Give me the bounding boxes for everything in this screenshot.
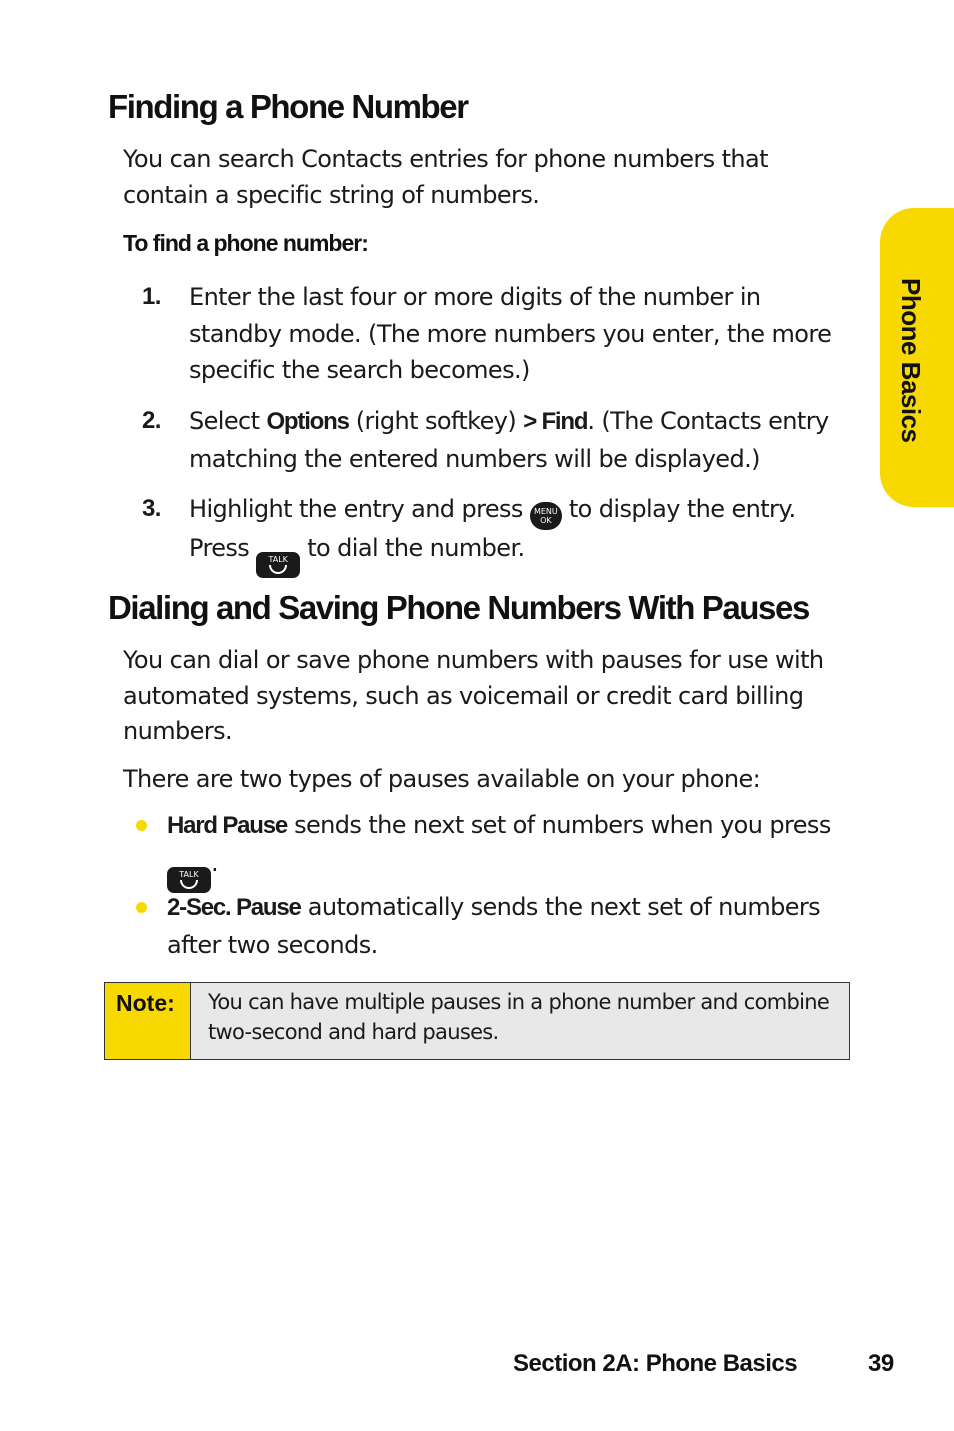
heading-finding-phone-number: Finding a Phone Number [108, 88, 468, 125]
procedure-subhead: To find a phone number: [123, 230, 368, 256]
footer-section-title: Section 2A: Phone Basics [513, 1350, 798, 1377]
step-text [189, 491, 857, 578]
section-side-tab [880, 208, 954, 507]
bullet-text-part: . [211, 848, 219, 877]
note-label: Note: [105, 983, 191, 1059]
intro-paragraph: You can search Contacts entries for phone numbers that contain a specific string of numbers. [123, 145, 768, 209]
talk-key-icon [256, 552, 300, 578]
heading-dialing-with-pauses: Dialing and Saving Phone Numbers With Pauses [108, 589, 809, 626]
bullet-2-sec-pause [134, 889, 854, 963]
find-menu-label: > Find [523, 408, 588, 435]
bullet-text [167, 807, 854, 893]
step-3 [142, 491, 857, 578]
step-text-part: . (The Contacts entry matching the entered numbers will be displayed.) [189, 407, 829, 473]
step-number: 3. [142, 495, 161, 522]
two-sec-pause-term: 2-Sec. Pause [167, 894, 301, 921]
key-label: TALK [179, 869, 199, 879]
bullet-text [167, 889, 854, 963]
step-text-part: (right softkey) [348, 407, 524, 435]
bullet-text-part: sends the next set of numbers when you press [287, 811, 831, 839]
footer-page-number: 39 [868, 1350, 894, 1377]
options-softkey-label: Options [266, 408, 349, 435]
bullet-text-part: automatically sends the next set of numbers after two seconds. [167, 893, 821, 959]
step-1 [142, 279, 857, 389]
key-label: TALK [268, 555, 288, 564]
step-text-part: to dial the number. [300, 534, 525, 562]
hard-pause-term: Hard Pause [167, 812, 288, 839]
step-text-part: to display the entry. Press [189, 495, 796, 562]
key-label: MENU [533, 507, 558, 516]
bullet-hard-pause [134, 807, 854, 893]
step-text-part: Select [189, 407, 267, 435]
step-2 [142, 403, 857, 477]
step-number: 2. [142, 407, 161, 434]
step-number: 1. [142, 283, 161, 310]
step-text: Enter the last four or more digits of the number in standby mode. (The more numbers you enter, the more specific the search becomes.) [189, 283, 832, 384]
bullet-dot-icon [136, 820, 147, 831]
step-text-part: Highlight the entry and press [189, 495, 530, 523]
step-text [189, 403, 857, 477]
menu-ok-key-icon [530, 502, 562, 530]
bullet-dot-icon [136, 902, 147, 913]
note-box [104, 982, 850, 1060]
note-text: You can have multiple pauses in a phone number and combine two-second and hard pauses. [191, 983, 849, 1059]
side-tab-label: Phone Basics [896, 278, 926, 443]
pauses-intro-paragraph: You can dial or save phone numbers with pauses for use with automated systems, such as voicemail or credit card billing numbers. [123, 646, 824, 745]
pause-types-intro: There are two types of pauses available on your phone: [123, 765, 761, 793]
key-label: OK [540, 516, 552, 525]
